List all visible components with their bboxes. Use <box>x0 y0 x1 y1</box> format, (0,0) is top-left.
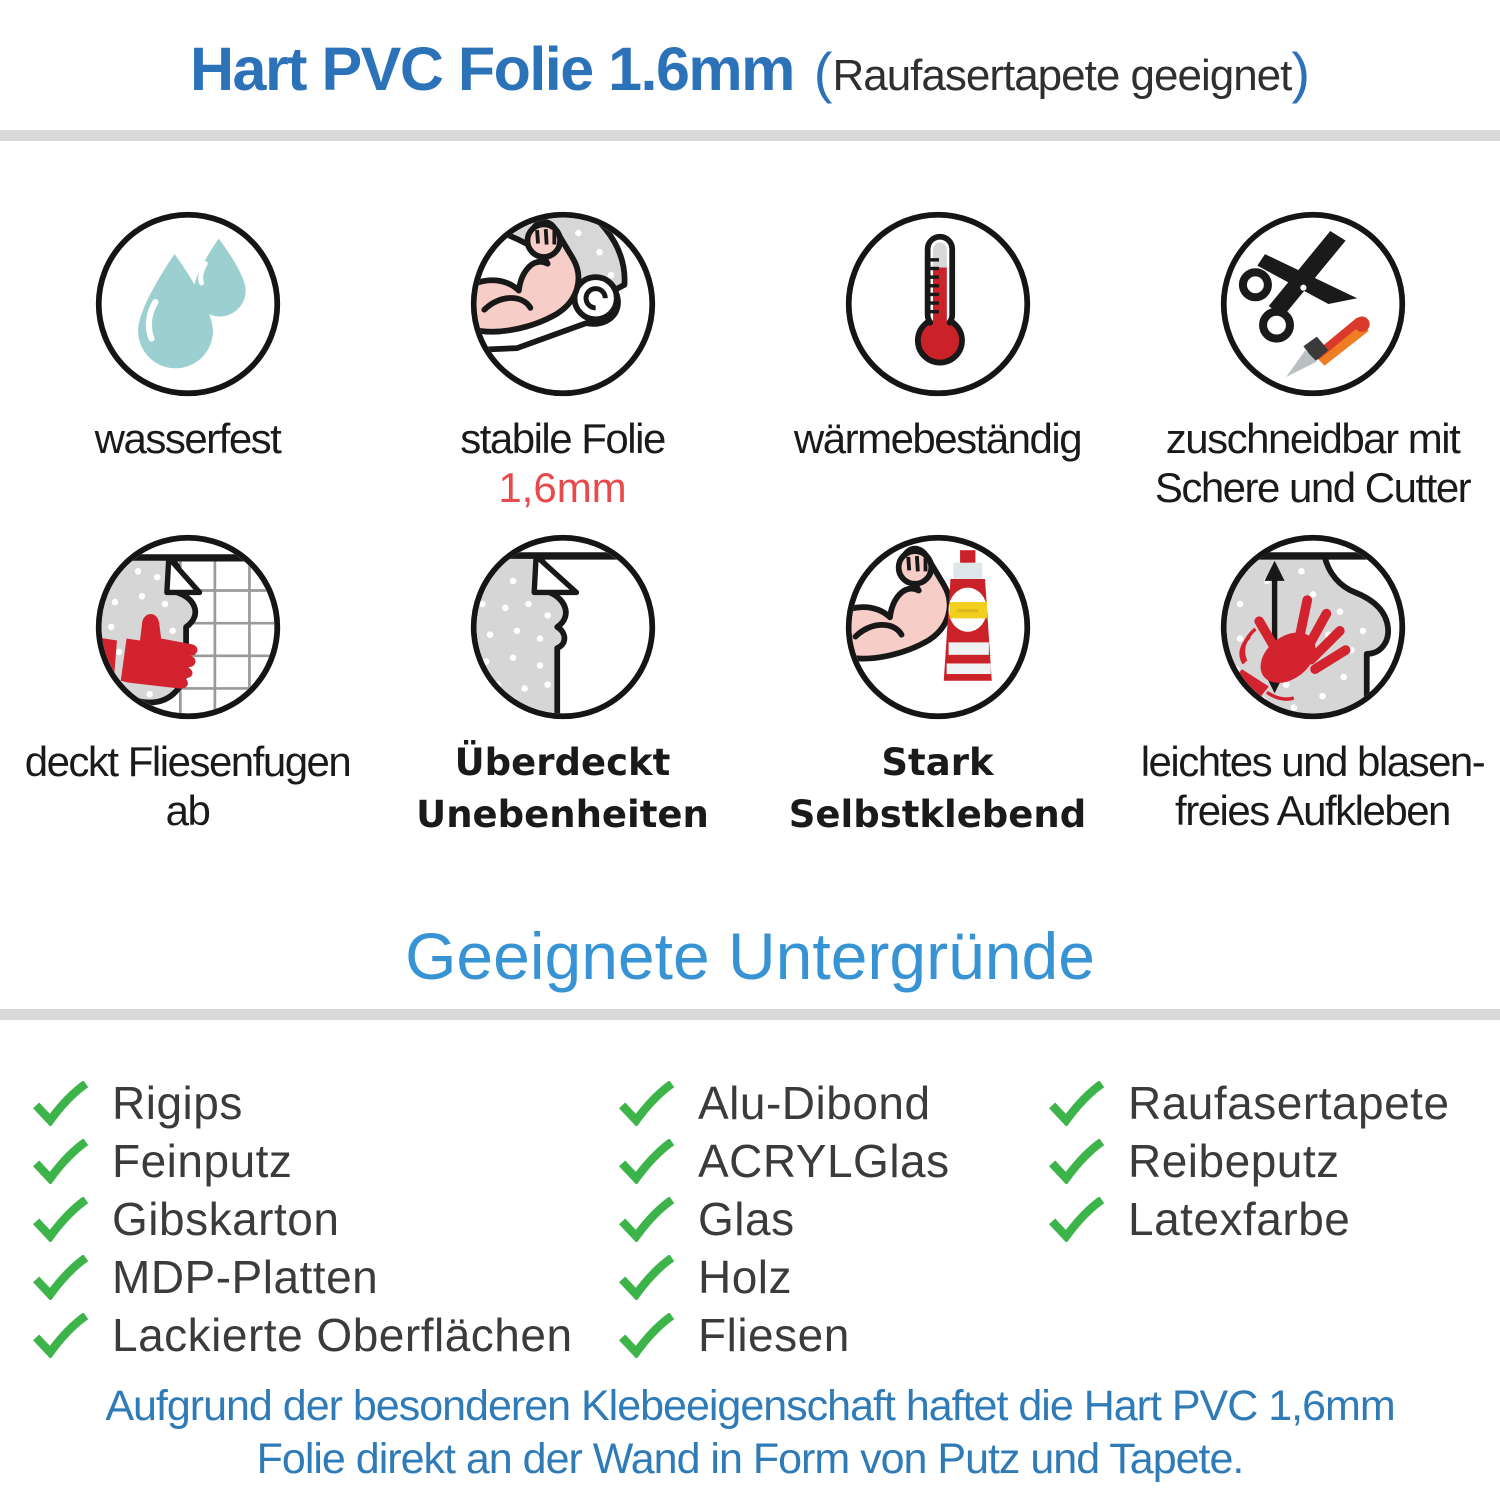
feature-wasserfest <box>0 208 375 512</box>
feature-label-line: Selbstklebend <box>788 793 1087 836</box>
page-title <box>0 34 1500 105</box>
surface-label: Holz <box>698 1251 793 1303</box>
list-item <box>618 1190 950 1248</box>
feature-stabile-folie <box>375 208 750 512</box>
footer-line-2: Folie direkt an der Wand in Form von Putz und Tapete. <box>256 1435 1244 1483</box>
surface-label: ACRYLGlas <box>698 1135 950 1187</box>
feature-label <box>0 737 375 835</box>
feature-label-line: stabile Folie <box>460 415 665 462</box>
title-text: Hart PVC Folie 1.6mm <box>189 35 794 103</box>
title-note: Raufasertapete geeignet <box>832 51 1292 100</box>
feature-label <box>794 414 1081 463</box>
feature-aufkleben <box>1125 531 1500 841</box>
divider-top <box>0 130 1500 141</box>
feature-label-line: Überdeckt <box>454 741 671 784</box>
feature-label-line: Schere und Cutter <box>1154 464 1471 511</box>
feature-label <box>95 414 281 463</box>
feature-label-line: wärmebeständig <box>793 415 1082 462</box>
feature-label <box>1155 414 1470 512</box>
hand-smoothing-foil-icon <box>1217 531 1409 723</box>
surface-label: Reibeputz <box>1128 1135 1340 1187</box>
check-icon <box>618 1255 675 1300</box>
feature-row-1 <box>0 208 1500 512</box>
feature-label <box>789 737 1086 841</box>
surfaces-column-3 <box>1048 1074 1450 1248</box>
surfaces-column-1 <box>32 1074 573 1364</box>
surfaces-heading: Geeignete Untergründe <box>405 919 1095 993</box>
check-icon <box>32 1255 89 1300</box>
list-item <box>618 1306 950 1364</box>
footer-line-1: Aufgrund der besonderen Klebeeigenschaft haftet die Hart PVC 1,6mm <box>105 1382 1395 1430</box>
muscle-arm-foil-roll-icon <box>467 208 659 400</box>
feature-unebenheiten <box>375 531 750 841</box>
list-item <box>1048 1074 1450 1132</box>
feature-row-2 <box>0 531 1500 841</box>
surface-label: Alu-Dibond <box>698 1077 931 1129</box>
list-item <box>32 1190 573 1248</box>
water-drops-icon <box>92 208 284 400</box>
feature-zuschneidbar <box>1125 208 1500 512</box>
check-icon <box>32 1081 89 1126</box>
list-item <box>618 1074 950 1132</box>
feature-selbstklebend <box>750 531 1125 841</box>
feature-label-line: Unebenheiten <box>416 793 709 836</box>
check-icon <box>618 1197 675 1242</box>
scissors-and-cutter-icon <box>1217 208 1409 400</box>
feature-thickness-value: 1,6mm <box>498 464 627 511</box>
surfaces-column-2 <box>618 1074 950 1364</box>
thermometer-icon <box>842 208 1034 400</box>
surface-label: Gibskarton <box>112 1193 340 1245</box>
title-close-paren: ) <box>1291 41 1311 104</box>
surface-label: Glas <box>698 1193 795 1245</box>
feature-label <box>460 414 665 512</box>
check-icon <box>1048 1081 1105 1126</box>
list-item <box>32 1132 573 1190</box>
list-item <box>32 1248 573 1306</box>
divider-middle <box>0 1009 1500 1020</box>
surface-label: Fliesen <box>698 1309 850 1361</box>
feature-label-line: Stark <box>881 741 994 784</box>
surface-label: Feinputz <box>112 1135 293 1187</box>
check-icon <box>32 1197 89 1242</box>
feature-label-line: freies Aufkleben <box>1175 787 1450 834</box>
feature-waermebestaendig <box>750 208 1125 512</box>
check-icon <box>618 1081 675 1126</box>
list-item <box>1048 1190 1450 1248</box>
foil-covering-bumps-icon <box>467 531 659 723</box>
feature-label-line: leichtes und blasen- <box>1140 738 1485 785</box>
list-item <box>32 1306 573 1364</box>
check-icon <box>1048 1139 1105 1184</box>
muscle-arm-glue-tube-icon <box>842 531 1034 723</box>
feature-label-line: wasserfest <box>94 415 281 462</box>
feature-fliesenfugen <box>0 531 375 841</box>
footer-note <box>0 1380 1500 1486</box>
check-icon <box>1048 1197 1105 1242</box>
feature-label-line: zuschneidbar mit <box>1165 415 1460 462</box>
list-item <box>618 1132 950 1190</box>
feature-label-line: deckt Fliesenfugen ab <box>24 738 351 834</box>
list-item <box>1048 1132 1450 1190</box>
surface-label: Latexfarbe <box>1128 1193 1351 1245</box>
check-icon <box>32 1139 89 1184</box>
title-open-paren: ( <box>813 41 833 104</box>
check-icon <box>618 1139 675 1184</box>
feature-label <box>416 737 709 841</box>
thumb-up-tile-joints-icon <box>92 531 284 723</box>
feature-label <box>1141 737 1485 835</box>
surface-label: Lackierte Oberflächen <box>112 1309 573 1361</box>
surface-label: Rigips <box>112 1077 243 1129</box>
list-item <box>32 1074 573 1132</box>
check-icon <box>618 1313 675 1358</box>
title-space <box>798 35 813 103</box>
surface-label: MDP-Platten <box>112 1251 379 1303</box>
list-item <box>618 1248 950 1306</box>
surface-label: Raufasertapete <box>1128 1077 1450 1129</box>
check-icon <box>32 1313 89 1358</box>
